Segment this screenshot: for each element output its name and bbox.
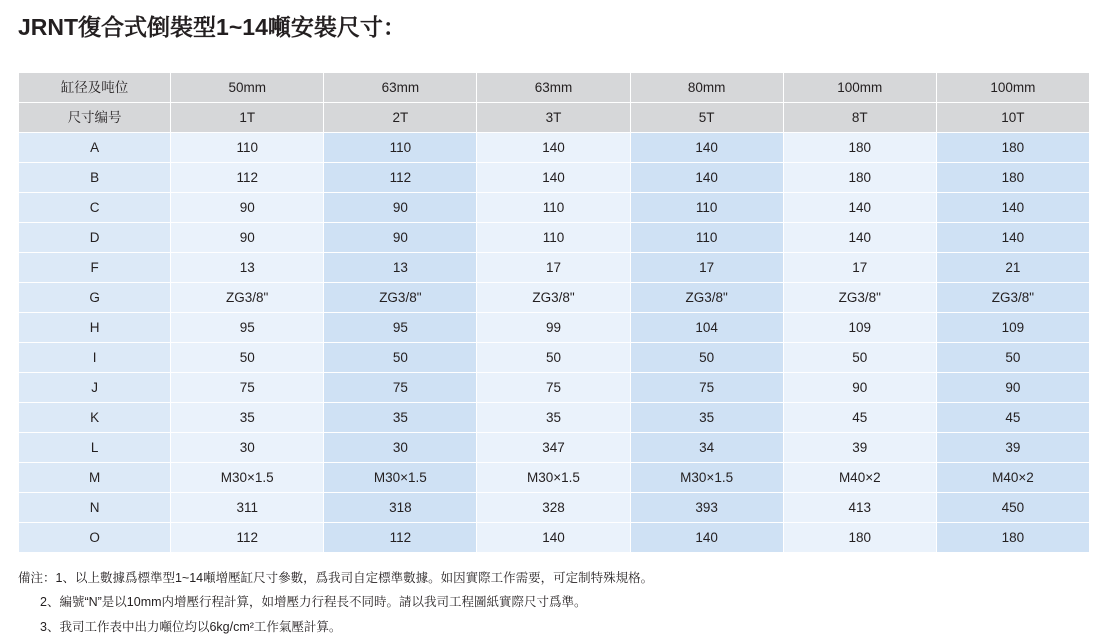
row-cell: M30×1.5 xyxy=(171,463,324,493)
row-cell: M40×2 xyxy=(783,463,936,493)
row-cell: 140 xyxy=(477,523,630,553)
row-cell: 30 xyxy=(324,433,477,463)
table-row xyxy=(19,343,1090,373)
row-cell: 413 xyxy=(783,493,936,523)
table-row xyxy=(19,493,1090,523)
row-cell: 180 xyxy=(783,163,936,193)
row-cell: 112 xyxy=(171,163,324,193)
row-label: F xyxy=(19,253,171,283)
row-cell: ZG3/8" xyxy=(477,283,630,313)
row-cell: 110 xyxy=(477,193,630,223)
row-label: L xyxy=(19,433,171,463)
row-cell: 318 xyxy=(324,493,477,523)
row-cell: 311 xyxy=(171,493,324,523)
header-cell: 100mm xyxy=(783,73,936,103)
row-cell: 180 xyxy=(936,523,1089,553)
row-cell: 45 xyxy=(936,403,1089,433)
row-cell: ZG3/8" xyxy=(783,283,936,313)
header-cell: 10T xyxy=(936,103,1089,133)
row-cell: 140 xyxy=(783,193,936,223)
header-label-bore: 缸径及吨位 xyxy=(19,73,171,103)
row-cell: 328 xyxy=(477,493,630,523)
row-cell: 112 xyxy=(324,523,477,553)
row-cell: 140 xyxy=(630,163,783,193)
header-cell: 2T xyxy=(324,103,477,133)
row-cell: 140 xyxy=(783,223,936,253)
table-header-row-bore xyxy=(19,73,1090,103)
row-cell: 140 xyxy=(477,133,630,163)
row-label: D xyxy=(19,223,171,253)
row-cell: 35 xyxy=(630,403,783,433)
row-cell: 17 xyxy=(783,253,936,283)
header-cell: 5T xyxy=(630,103,783,133)
row-cell: 347 xyxy=(477,433,630,463)
row-cell: 35 xyxy=(324,403,477,433)
row-cell: 13 xyxy=(171,253,324,283)
row-cell: ZG3/8" xyxy=(630,283,783,313)
row-cell: 50 xyxy=(936,343,1089,373)
row-cell: 34 xyxy=(630,433,783,463)
row-cell: 109 xyxy=(783,313,936,343)
table-row xyxy=(19,223,1090,253)
row-cell: 39 xyxy=(936,433,1089,463)
row-cell: 140 xyxy=(630,133,783,163)
row-label: A xyxy=(19,133,171,163)
row-cell: 140 xyxy=(630,523,783,553)
row-cell: 30 xyxy=(171,433,324,463)
row-cell: 104 xyxy=(630,313,783,343)
note-line-3: 3、我司工作表中出力噸位均以6kg/cm²工作氣壓計算。 xyxy=(40,619,342,634)
table-row xyxy=(19,523,1090,553)
row-cell: 17 xyxy=(477,253,630,283)
row-cell: 95 xyxy=(171,313,324,343)
row-cell: 90 xyxy=(324,223,477,253)
row-label: I xyxy=(19,343,171,373)
row-cell: 140 xyxy=(477,163,630,193)
row-cell: 450 xyxy=(936,493,1089,523)
row-cell: 99 xyxy=(477,313,630,343)
header-label-size-code: 尺寸编号 xyxy=(19,103,171,133)
row-cell: 180 xyxy=(936,133,1089,163)
row-cell: ZG3/8" xyxy=(936,283,1089,313)
notes-block xyxy=(18,566,1090,639)
note-line-1: 備注：1、以上數據爲標準型1~14噸增壓缸尺寸參數，爲我司自定標準數據。如因實際工作需要，可定制特殊規格。 xyxy=(18,571,654,585)
header-cell: 63mm xyxy=(477,73,630,103)
row-cell: 110 xyxy=(630,223,783,253)
table-row xyxy=(19,193,1090,223)
row-cell: 75 xyxy=(630,373,783,403)
header-cell: 63mm xyxy=(324,73,477,103)
row-cell: 180 xyxy=(936,163,1089,193)
row-cell: 110 xyxy=(171,133,324,163)
table-row xyxy=(19,283,1090,313)
row-cell: 180 xyxy=(783,133,936,163)
row-cell: 393 xyxy=(630,493,783,523)
header-cell: 8T xyxy=(783,103,936,133)
row-cell: 17 xyxy=(630,253,783,283)
row-cell: 180 xyxy=(783,523,936,553)
row-label: O xyxy=(19,523,171,553)
row-cell: M30×1.5 xyxy=(477,463,630,493)
row-cell: 90 xyxy=(171,223,324,253)
row-cell: 50 xyxy=(171,343,324,373)
row-cell: 50 xyxy=(324,343,477,373)
row-cell: 112 xyxy=(171,523,324,553)
table-header-row-size-code xyxy=(19,103,1090,133)
row-label: B xyxy=(19,163,171,193)
row-cell: 140 xyxy=(936,193,1089,223)
row-label: C xyxy=(19,193,171,223)
row-cell: 13 xyxy=(324,253,477,283)
row-cell: 21 xyxy=(936,253,1089,283)
row-cell: 50 xyxy=(477,343,630,373)
row-cell: 90 xyxy=(936,373,1089,403)
row-cell: 112 xyxy=(324,163,477,193)
row-cell: 90 xyxy=(171,193,324,223)
row-cell: 75 xyxy=(171,373,324,403)
table-row xyxy=(19,313,1090,343)
row-cell: 45 xyxy=(783,403,936,433)
row-label: J xyxy=(19,373,171,403)
table-row xyxy=(19,373,1090,403)
row-cell: 50 xyxy=(783,343,936,373)
row-cell: 35 xyxy=(171,403,324,433)
note-line-2: 2、編號“N”是以10mm内增壓行程計算，如增壓力行程長不同時。請以我司工程圖紙實際尺寸爲準。 xyxy=(40,595,587,610)
table-row xyxy=(19,163,1090,193)
table-row xyxy=(19,463,1090,493)
row-cell: 109 xyxy=(936,313,1089,343)
row-cell: M30×1.5 xyxy=(630,463,783,493)
row-cell: ZG3/8" xyxy=(171,283,324,313)
row-label: K xyxy=(19,403,171,433)
row-cell: 90 xyxy=(783,373,936,403)
row-cell: 50 xyxy=(630,343,783,373)
row-cell: ZG3/8" xyxy=(324,283,477,313)
header-cell: 100mm xyxy=(936,73,1089,103)
row-label: G xyxy=(19,283,171,313)
row-label: H xyxy=(19,313,171,343)
spec-sheet-page xyxy=(0,14,1107,636)
header-cell: 1T xyxy=(171,103,324,133)
table-row xyxy=(19,253,1090,283)
row-cell: 95 xyxy=(324,313,477,343)
specification-table xyxy=(18,72,1090,553)
row-cell: 90 xyxy=(324,193,477,223)
table-row xyxy=(19,433,1090,463)
row-cell: 110 xyxy=(324,133,477,163)
row-cell: 140 xyxy=(936,223,1089,253)
page-title: JRNT復合式倒裝型1~14噸安裝尺寸： xyxy=(18,14,406,40)
table-row xyxy=(19,403,1090,433)
row-cell: M30×1.5 xyxy=(324,463,477,493)
header-cell: 3T xyxy=(477,103,630,133)
row-label: N xyxy=(19,493,171,523)
row-cell: 75 xyxy=(477,373,630,403)
header-cell: 50mm xyxy=(171,73,324,103)
header-cell: 80mm xyxy=(630,73,783,103)
row-cell: 39 xyxy=(783,433,936,463)
row-cell: 35 xyxy=(477,403,630,433)
table-row xyxy=(19,133,1090,163)
row-cell: M40×2 xyxy=(936,463,1089,493)
row-cell: 75 xyxy=(324,373,477,403)
row-cell: 110 xyxy=(630,193,783,223)
row-label: M xyxy=(19,463,171,493)
row-cell: 110 xyxy=(477,223,630,253)
